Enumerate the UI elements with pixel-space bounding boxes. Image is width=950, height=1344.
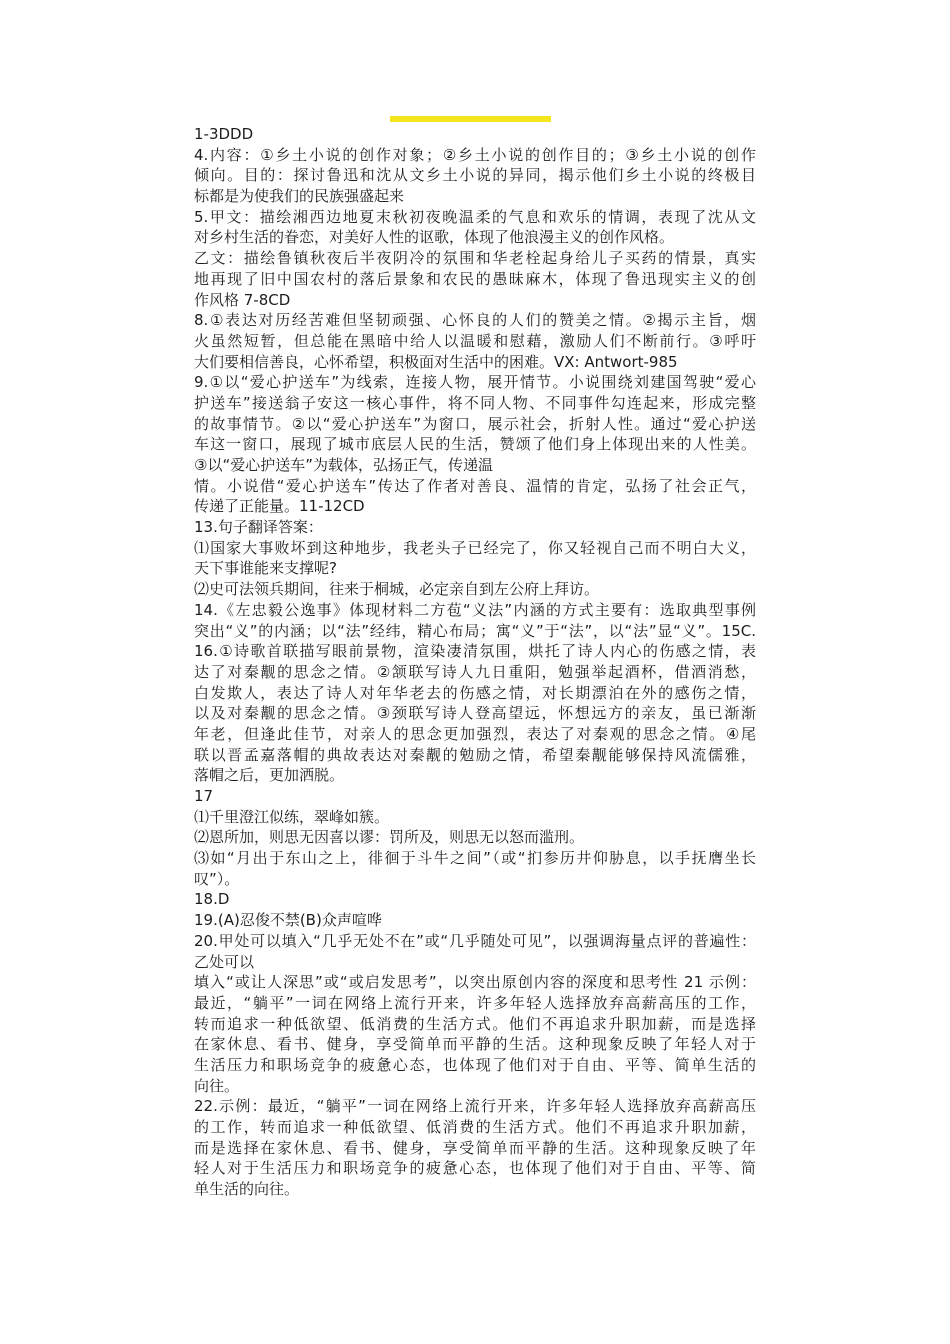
document-line: 达了对秦觏的思念之情。②颔联写诗人九日重阳，勉强举起酒杯，借酒消愁，	[194, 662, 756, 681]
document-line: 的故事情节。②以“爱心护送车”为窗口，展示社会，折射人性。通过“爱心护送	[194, 414, 756, 433]
document-line: 以及对秦觏的思念之情。③颈联写诗人登高望远，怀想远方的亲友，虽已渐渐	[194, 704, 756, 723]
document-line: ③以“爱心护送车”为载体，弘扬正气，传递温	[194, 456, 493, 474]
document-line: 4.内容：①乡土小说的创作对象；②乡土小说的创作目的；③乡土小说的创作	[194, 145, 756, 164]
document-line: 乙文：描绘鲁镇秋夜后半夜阴冷的氛围和华老栓起身给儿子买药的情景，真实	[194, 249, 756, 268]
document-line: 乙处可以	[194, 952, 255, 971]
document-line: 天下事谁能来支撑呢?	[194, 559, 337, 578]
answer-key-document	[194, 124, 756, 1200]
document-line: 火虽然短暂，但总能在黑暗中给人以温暖和慰藉，激励人们不断前行。③呼吁	[194, 331, 756, 350]
document-line: 年老，但逢此佳节，对亲人的思念更加强烈，表达了对秦观的思念之情。④尾	[194, 724, 756, 743]
document-line: 突出“义”的内涵；以“法”经纬，精心布局；寓“义”于“法”，以“法”显“义”。15C.	[194, 621, 756, 640]
document-line: 1-3DDD	[194, 125, 254, 143]
document-line: 地再现了旧中国农村的落后景象和农民的愚昧麻木，体现了鲁迅现实主义的创	[194, 269, 756, 288]
document-line: 18.D	[194, 890, 230, 909]
document-line: 9.①以“爱心护送车”为线索，连接人物，展开情节。小说围绕刘建国驾驶“爱心	[194, 373, 756, 392]
document-line: 倾向。目的：探讨鲁迅和沈从文乡土小说的异同，揭示他们乡土小说的终极目	[194, 166, 756, 185]
document-line: 19.(A)忍俊不禁(B)众声喧哗	[194, 911, 382, 930]
document-line: ⑴国家大事败坏到这种地步，我老头子已经完了，你又轻视自己而不明白大义，	[194, 538, 756, 557]
document-line: 情。小说借“爱心护送车”传达了作者对善良、温情的肯定，弘扬了社会正气，	[194, 476, 756, 495]
document-line: 在家休息、看书、健身，享受简单而平静的生活。这种现象反映了年轻人对于	[194, 1035, 756, 1054]
document-line: 叹”）。	[194, 869, 240, 888]
document-line: 向往。	[194, 1076, 240, 1095]
document-line: 对乡村生活的眷恋，对美好人性的讴歌，体现了他浪漫主义的创作风格。	[194, 228, 675, 247]
document-line: 白发欺人，表达了诗人对年华老去的伤感之情，对长期漂泊在外的感伤之情，	[194, 683, 756, 702]
document-line: 8.①表达对历经苦难但坚韧顽强、心怀良的人们的赞美之情。②揭示主旨，烟	[194, 311, 756, 330]
document-line: 落帽之后，更加洒脱。	[194, 766, 345, 785]
document-line: 转而追求一种低欲望、低消费的生活方式。他们不再追求升职加薪，而是选择	[194, 1014, 756, 1033]
document-line: 轻人对于生活压力和职场竞争的疲惫心态，也体现了他们对于自由、平等、简	[194, 1159, 756, 1178]
document-line: 标都是为使我们的民族强盛起来	[194, 187, 405, 206]
document-line: 护送车”接送翁子安这一核心事件，将不同人物、不同事件勾连起来，形成完整	[194, 393, 756, 412]
document-line: 5.甲文：描绘湘西边地夏末秋初夜晚温柔的气息和欢乐的情调，表现了沈从文	[194, 207, 756, 226]
document-line: 作风格 7-8CD	[194, 290, 291, 309]
highlight-bar	[390, 116, 551, 122]
document-line: 的工作，转而追求一种低欲望、低消费的生活方式。他们不再追求升职加薪，	[194, 1118, 756, 1136]
document-line: 最近，“躺平”一词在网络上流行开来，许多年轻人选择放弃高薪高压的工作，	[194, 993, 756, 1012]
document-line: 传递了正能量。11-12CD	[194, 497, 365, 516]
document-line: 17	[194, 787, 214, 805]
document-line: ⑴千里澄江似练，翠峰如簇。	[194, 807, 390, 826]
document-line: 16.①诗歌首联描写眼前景物，渲染凄清氛围，烘托了诗人内心的伤感之情，表	[194, 642, 756, 661]
document-line: 大们要相信善良，心怀希望，积极面对生活中的困难。VX: Antwort-985	[194, 352, 678, 371]
document-line: 车这一窗口，展现了城市底层人民的生活，赞颂了他们身上体现出来的人性美。	[194, 435, 756, 454]
document-line: ⑶如“月出于东山之上，徘徊于斗牛之间”（或“扪参历井仰胁息，以手抚膺坐长	[194, 849, 756, 868]
document-line: 单生活的向往。	[194, 1180, 300, 1199]
document-line: 生活压力和职场竞争的疲惫心态，也体现了他们对于自由、平等、简单生活的	[194, 1055, 756, 1074]
document-line: 22.示例：最近，“躺平”一词在网络上流行开来，许多年轻人选择放弃高薪高压	[194, 1097, 756, 1116]
document-line: 而是选择在家休息、看书、健身，享受简单而平静的生活。这种现象反映了年	[194, 1138, 756, 1157]
document-line: 联以晋孟嘉落帽的典故表达对秦觏的勉励之情，希望秦觏能够保持风流儒雅，	[194, 745, 756, 764]
document-line: 14.《左忠毅公逸事》体现材料二方苞“义法”内涵的方式主要有：选取典型事例	[194, 600, 756, 619]
document-line: 13.句子翻译答案：	[194, 518, 323, 537]
document-line: 20.甲处可以填入“几乎无处不在”或“几乎随处可见”，以强调海量点评的普遍性：	[194, 931, 756, 950]
document-line: 填入“或让人深思”或“或启发思考”，以突出原创内容的深度和思考性 21 示例：	[194, 973, 756, 992]
document-line: ⑵恩所加，则思无因喜以谬：罚所及，则思无以怒而滥刑。	[194, 828, 585, 847]
document-line: ⑵史可法领兵期间，往来于桐城，必定亲自到左公府上拜访。	[194, 580, 600, 599]
